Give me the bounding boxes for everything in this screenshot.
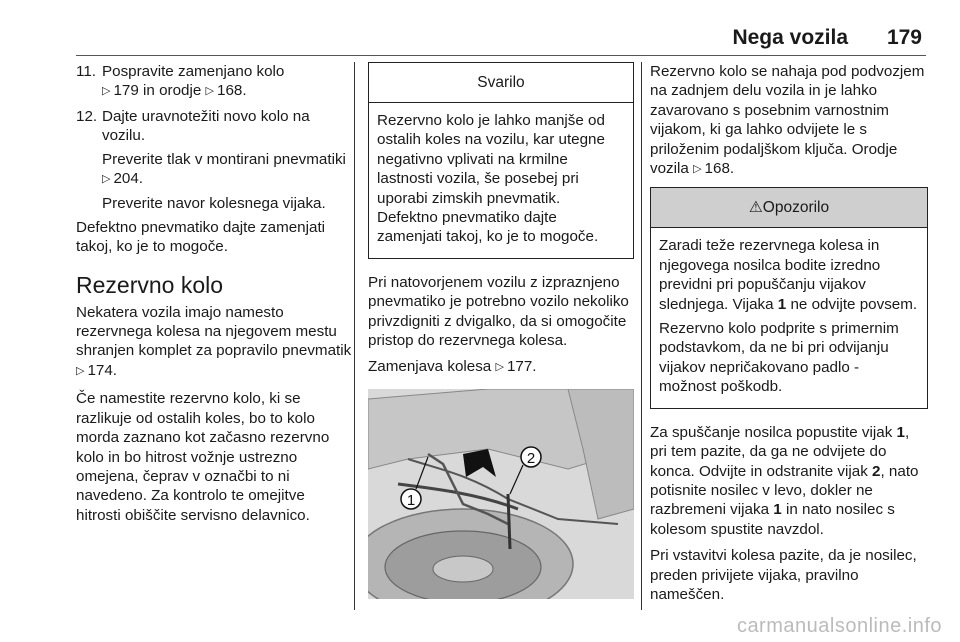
list-item: 11. Pospravite zamenjano kolo ▷ 179 in orodje ▷ 168. [76, 62, 352, 103]
paragraph: Pri vstavitvi kolesa pazite, da je nosilec, preden privijete vijaka, pravilno nameščen. [650, 547, 917, 603]
column-middle [368, 62, 634, 599]
steps-list [76, 62, 352, 214]
page-ref-link[interactable]: ▷ 168. [206, 82, 247, 99]
warning-text: Zaradi teže rezervnega kolesa in njegovega nosilca bodite izredno previdni pri popuščanju vijakov slednjega. Vijaka 1 ne odvijte povsem. [659, 237, 918, 313]
notice-title: Svarilo [369, 63, 633, 103]
warning-box [650, 187, 928, 408]
page-header [76, 26, 926, 56]
paragraph: Zamenjava kolesa ▷ 177. [368, 357, 634, 378]
section-heading: Rezervno kolo [76, 271, 224, 298]
column-divider [641, 62, 642, 610]
paragraph: Za spuščanje nosilca popustite vijak 1, pri tem pazite, da ga ne odvijete do konca. Odvijte in odstranite vijak 2, nato potisnite nosilec v levo, dokler ne razbremeni vijaka 1 in nato nosilec s kolesom spustite navzdol. [650, 423, 919, 538]
page-ref-link[interactable]: ▷ 177. [496, 358, 537, 375]
paragraph: Če namestite rezervno kolo, ki se razlikuje od ostalih koles, bo to kolo morda zaznano kot začasno rezervno kolo in bo hitrost vožnje ustrezno omejena, čeprav v označbi to ni navedeno. Za kontrolo te omejitve hitrosti obiščite servisno delavnico. [76, 390, 330, 524]
list-item: 12. Dajte uravnotežiti novo kolo na vozilu. Preverite tlak v montirani pnevmatiki ▷ 204. Preverite navor kolesnega vijaka. [76, 107, 352, 214]
warning-title: Opozorilo [762, 199, 830, 217]
notice-box [368, 62, 634, 259]
column-divider [354, 62, 355, 610]
page-ref-link[interactable]: ▷ 168. [693, 160, 734, 177]
callout-label: 2 [526, 449, 536, 467]
spare-wheel-drawing [368, 389, 634, 599]
paragraph: Nekatera vozila imajo namesto rezervnega kolesa na njegovem mestu shranjen komplet za popravilo pnevmatik ▷ 174. [76, 303, 352, 383]
page-ref-link[interactable]: ▷ 204. [102, 170, 143, 187]
callout-label: 1 [406, 491, 416, 509]
paragraph: Pri natovorjenem vozilu z izpraznjeno pnevmatiko je potrebno vozilo nekoliko privzdigniti z dvigalko, da si omogočite pristop do rezervnega kolesa. [368, 273, 629, 350]
page-ref-link[interactable]: ▷ 179 in orodje [102, 82, 201, 99]
page-ref-link[interactable]: ▷ 174. [76, 362, 117, 379]
column-left [76, 62, 352, 532]
watermark: carmanualsonline.info [736, 615, 942, 637]
warning-text: Rezervno kolo podprite s primernim podstavkom, da ne bi pri odvijanju vijakov nepričakovano padlo - možnost poškodb. [659, 320, 899, 396]
page-number: 179 [886, 26, 922, 49]
warning-triangle-icon: ⚠ [748, 199, 763, 217]
notice-text: Rezervno kolo je lahko manjše od ostalih koles na vozilu, kar utegne negativno vplivati na krmilne lastnosti vozila, še posebej pri uporabi zimskih pnevmatik. Defektno pnevmatiko dajte zamenjati takoj, ko je to mogoče. [377, 112, 605, 246]
section-title: Nega vozila [732, 26, 848, 49]
column-right [650, 62, 928, 611]
paragraph: Defektno pnevmatiko dajte zamenjati takoj, ko je to mogoče. [76, 218, 326, 256]
warning-header [651, 188, 927, 228]
spare-wheel-illustration [368, 389, 634, 599]
paragraph: Rezervno kolo se nahaja pod podvozjem na zadnjem delu vozila in je lahko zavarovano s posebnim varnostnim vijakom, ki ga lahko odvijete le s priloženim podaljškom ključa. Orodje vozila ▷ 168. [650, 62, 928, 180]
